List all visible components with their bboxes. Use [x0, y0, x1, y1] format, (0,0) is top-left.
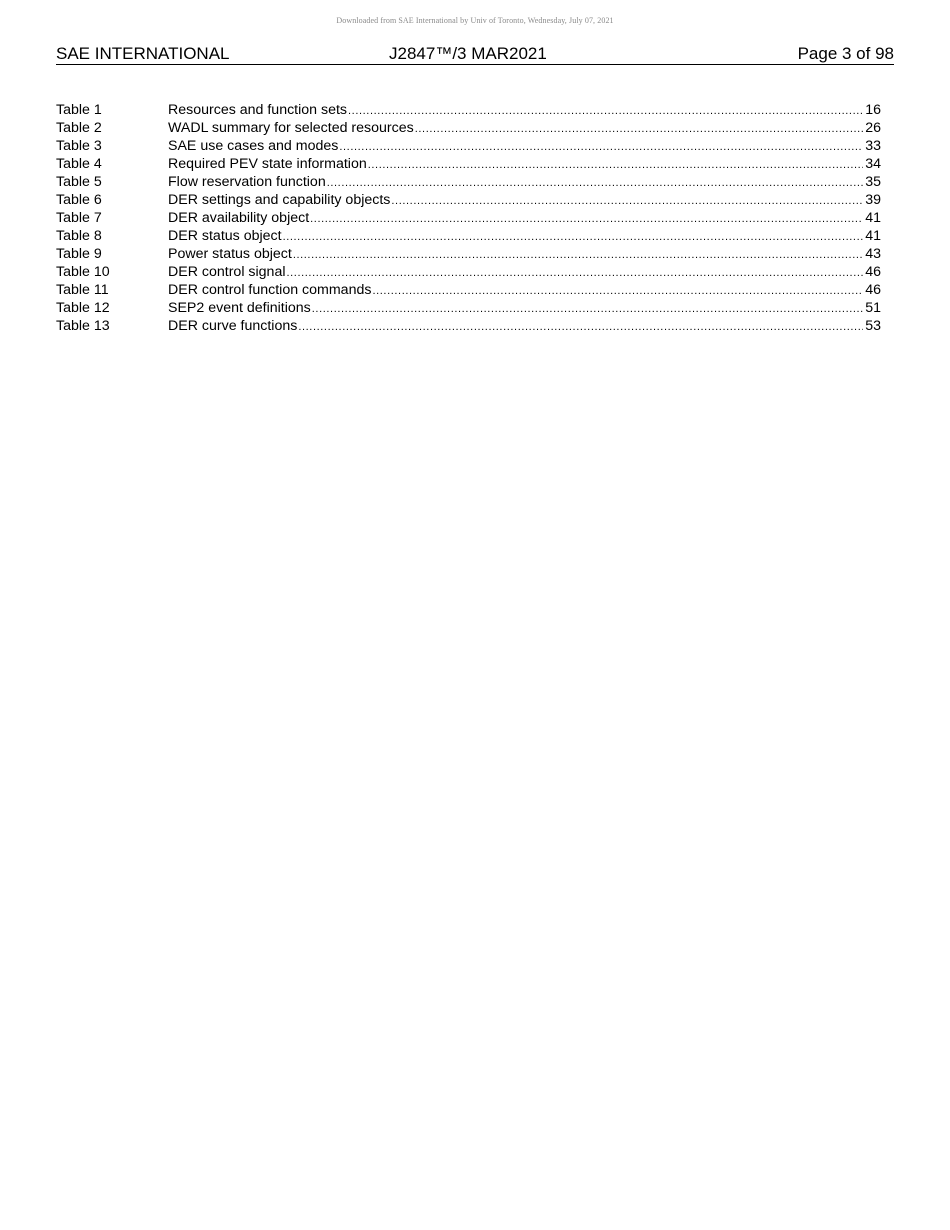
toc-title: DER settings and capability objects	[168, 192, 391, 208]
toc-leader-dots	[348, 102, 863, 120]
toc-page: 34	[865, 156, 881, 172]
toc-row[interactable]	[56, 173, 881, 191]
toc-leader-dots	[310, 210, 863, 228]
toc-entry	[168, 209, 881, 228]
toc-leader-dots	[372, 282, 863, 300]
toc-row[interactable]	[56, 227, 881, 245]
toc-leader-dots	[312, 300, 863, 318]
toc-entry	[168, 137, 881, 156]
toc-page: 51	[865, 300, 881, 316]
toc-label: Table 7	[56, 210, 102, 226]
header-document-id: J2847™/3 MAR2021	[389, 44, 547, 63]
toc-title: Resources and function sets	[168, 102, 348, 118]
toc-row[interactable]	[56, 317, 881, 335]
toc-label: Table 2	[56, 120, 102, 136]
toc-entry	[168, 299, 881, 318]
toc-page: 46	[865, 282, 881, 298]
header-publisher: SAE INTERNATIONAL	[56, 44, 230, 63]
toc-page: 41	[865, 228, 881, 244]
toc-leader-dots	[283, 228, 864, 246]
toc-label: Table 1	[56, 102, 102, 118]
toc-entry	[168, 119, 881, 138]
toc-leader-dots	[327, 174, 864, 192]
toc-page: 43	[865, 246, 881, 262]
toc-row[interactable]	[56, 191, 881, 209]
header-page-number: Page 3 of 98	[797, 44, 894, 63]
toc-title: Power status object	[168, 246, 292, 262]
toc-entry	[168, 281, 881, 300]
toc-page: 26	[865, 120, 881, 136]
toc-label: Table 10	[56, 264, 110, 280]
toc-leader-dots	[339, 138, 863, 156]
toc-label: Table 11	[56, 282, 109, 298]
toc-title: DER control signal	[168, 264, 286, 280]
toc-leader-dots	[298, 318, 863, 336]
toc-label: Table 5	[56, 174, 102, 190]
toc-entry	[168, 173, 881, 192]
toc-row[interactable]	[56, 281, 881, 299]
toc-entry	[168, 191, 881, 210]
toc-row[interactable]	[56, 299, 881, 317]
toc-row[interactable]	[56, 155, 881, 173]
toc-label: Table 13	[56, 318, 110, 334]
toc-entry	[168, 155, 881, 174]
toc-leader-dots	[415, 120, 863, 138]
toc-title: Flow reservation function	[168, 174, 326, 190]
toc-page: 39	[865, 192, 881, 208]
toc-entry	[168, 245, 881, 264]
toc-row[interactable]	[56, 119, 881, 137]
toc-page: 33	[865, 138, 881, 154]
toc-title: DER availability object	[168, 210, 310, 226]
toc-entry	[168, 263, 881, 282]
toc-row[interactable]	[56, 101, 881, 119]
toc-label: Table 8	[56, 228, 102, 244]
toc-title: DER curve functions	[168, 318, 298, 334]
download-watermark: Downloaded from SAE International by Univ of Toronto, Wednesday, July 07, 2021	[336, 16, 614, 25]
toc-leader-dots	[368, 156, 863, 174]
toc-label: Table 6	[56, 192, 102, 208]
toc-row[interactable]	[56, 209, 881, 227]
toc-leader-dots	[391, 192, 863, 210]
toc-entry	[168, 227, 881, 246]
list-of-tables	[56, 101, 881, 335]
toc-page: 35	[865, 174, 881, 190]
toc-page: 41	[865, 210, 881, 226]
toc-entry	[168, 317, 881, 336]
toc-title: DER control function commands	[168, 282, 372, 298]
toc-title: Required PEV state information	[168, 156, 367, 172]
toc-page: 46	[865, 264, 881, 280]
toc-label: Table 9	[56, 246, 102, 262]
toc-page: 16	[865, 102, 881, 118]
toc-label: Table 4	[56, 156, 102, 172]
toc-page: 53	[865, 318, 881, 334]
toc-leader-dots	[293, 246, 863, 264]
toc-title: DER status object	[168, 228, 282, 244]
toc-label: Table 3	[56, 138, 102, 154]
toc-row[interactable]	[56, 263, 881, 281]
toc-title: SAE use cases and modes	[168, 138, 339, 154]
toc-entry	[168, 101, 881, 120]
toc-row[interactable]	[56, 245, 881, 263]
toc-row[interactable]	[56, 137, 881, 155]
page-header	[56, 44, 894, 65]
toc-leader-dots	[287, 264, 864, 282]
toc-title: WADL summary for selected resources	[168, 120, 414, 136]
toc-title: SEP2 event definitions	[168, 300, 311, 316]
toc-label: Table 12	[56, 300, 110, 316]
